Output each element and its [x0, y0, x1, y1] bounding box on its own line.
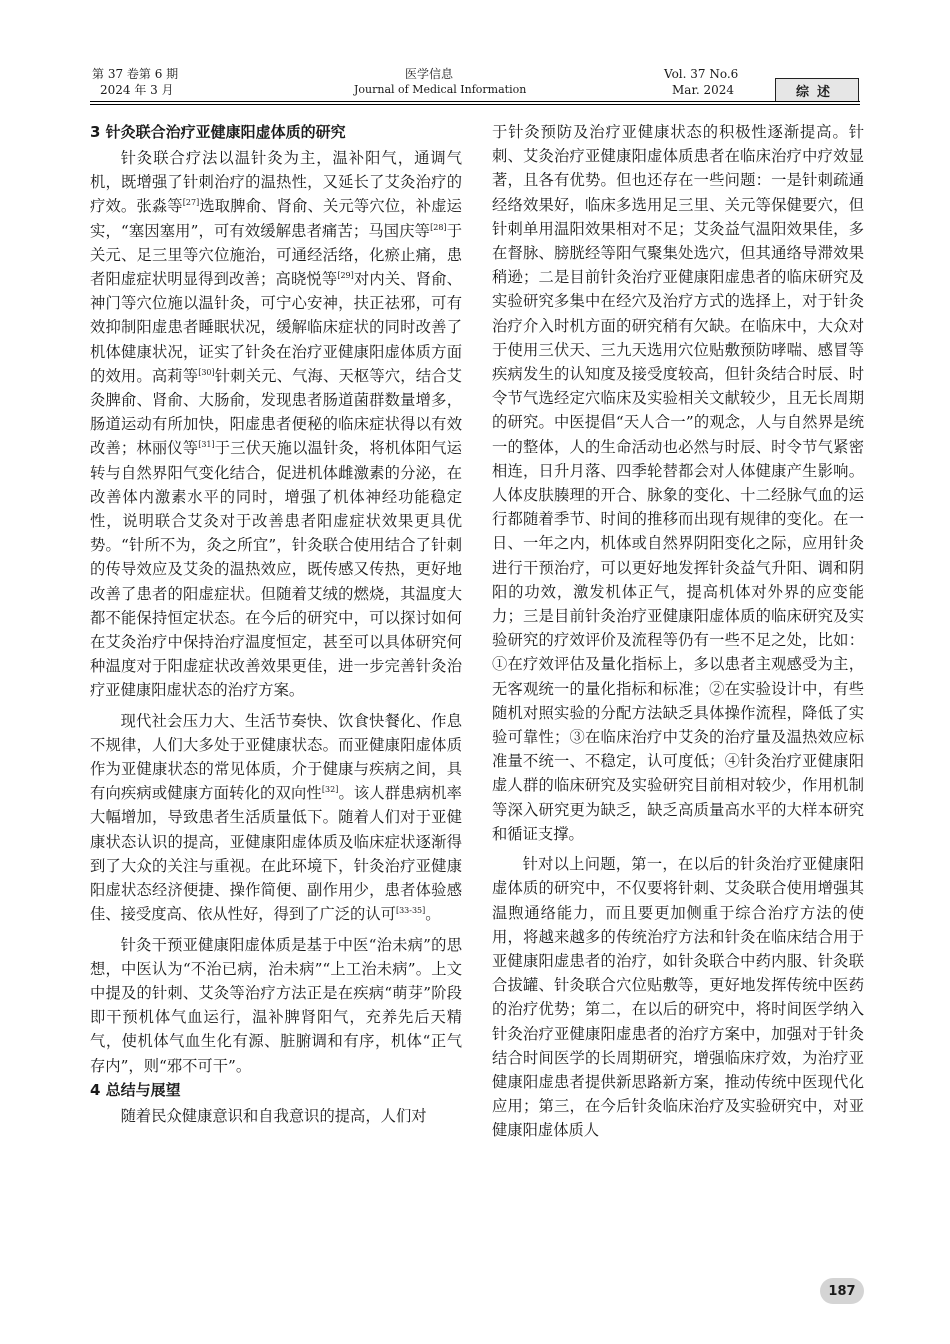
paragraph: 针灸联合疗法以温针灸为主，温补阳气，通调气机，既增强了针刺治疗的温热性，又延长了艾灸治疗的疗效。张淼等[27]选取脾俞、肾俞、关元等穴位，补虚运实，“塞因塞用”，可有效缓解患者痛苦；马国庆等[28]于关元、足三里等穴位施治，可通经活络，化瘀止痛，患者阳虚症状明显得到改善；高晓悦等[29]对内关、肾俞、神门等穴位施以温针灸，可宁心安神，扶正祛邪，可有效抑制阳虚患者睡眠状况，缓解临床症状的同时改善了机体健康状况，证实了针灸在治疗亚健康阳虚体质方面的效用。高莉等[30]针刺关元、气海、天枢等穴，结合艾灸脾俞、肾俞、大肠俞，发现患者肠道菌群数量增多，肠道运动有所加快，阳虚患者便秘的临床症状得以有效改善；林丽仪等[31]于三伏天施以温针灸，将机体阳气运转与自然界阳气变化结合，促进机体雌激素的分泌，在改善体内激素水平的同时，增强了机体神经功能稳定性，说明联合艾灸对于改善患者阳虚症状效果更具优势。“针所不为，灸之所宜”，针灸联合使用结合了针刺的传导效应及艾灸的温热效应，既传感又传热，更好地改善了患者的阳虚症状。但随着艾绒的燃烧，其温度大都不能保持恒定状态。在今后的研究中，可以探讨如何在艾灸治疗中保持治疗温度恒定，甚至可以具体研究何种温度对于阳虚症状改善效果更佳，进一步完善针灸治疗亚健康阳虚状态的治疗方案。: [90, 149, 462, 700]
volume-en: Vol. 37 No.6: [664, 67, 739, 81]
citation: [32]: [321, 785, 339, 795]
section-3-heading: 3 针灸联合治疗亚健康阳虚体质的研究: [90, 123, 346, 141]
left-column: [90, 120, 462, 1128]
paragraph: 随着民众健康意识和自我意识的提高，人们对: [120, 1106, 427, 1125]
header-rule-thin: [90, 104, 860, 105]
page-header: [0, 0, 950, 110]
page-number: 187: [820, 1278, 864, 1304]
volume-cn: 第 37 卷第 6 期: [92, 67, 179, 81]
date-cn: 2024 年 3 月: [100, 83, 174, 97]
header-rule: [90, 101, 860, 102]
section-badge: 综述: [775, 78, 859, 102]
citation: [29]: [337, 270, 354, 280]
section-4-heading: 4 总结与展望: [90, 1080, 181, 1099]
journal-en: Journal of Medical Information: [354, 83, 527, 96]
citation: [27]: [182, 198, 200, 208]
citation: [33-35]: [395, 906, 426, 916]
date-en: Mar. 2024: [672, 83, 735, 97]
citation: [31]: [198, 440, 215, 450]
paragraph: 于针灸预防及治疗亚健康状态的积极性逐渐提高。针刺、艾灸治疗亚健康阳虚体质患者在临床治疗中疗效显著，且各有优势。但也还存在一些问题：一是针刺疏通经络效果好，临床多选用足三里、关元等保健要穴，但针刺单用温阳效果相对不足；艾灸益气温阳效果佳，多在督脉、膀胱经等阳气聚集处选穴，但其通络导滞效果稍逊；二是目前针灸治疗亚健康阳虚患者的临床研究及实验研究多集中在经穴及治疗方式的选择上，对于针灸治疗介入时机方面的研究稍有欠缺。在临床中，大众对于使用三伏天、三九天选用穴位贴敷预防哮喘、感冒等疾病发生的认知度及接受度较高，但针灸结合时辰、时令节气选经定穴临床及实验相关文献较少，且无长周期的研究。中医提倡“天人合一”的观念，人与自然界是统一的整体，人的生命活动也必然与时辰、时令节气紧密相连，日升月落、四季轮替都会对人体健康产生影响。人体皮肤腠理的开合、脉象的变化、十二经脉气血的运行都随着季节、时间的推移而出现有规律的变化。在一日、一年之内，机体或自然界阴阳变化之际，应用针灸进行干预治疗，可以更好地发挥针灸益气升阳、调和阴阳的功效，激发机体正气，提高机体对外界的应变能力；三是目前针灸治疗亚健康阳虚体质的临床研究及实验研究的疗效评价及流程等仍有一些不足之处，比如：①在疗效评估及量化指标上，多以患者主观感受为主，无客观统一的量化指标和标准；②在实验设计中，有些随机对照实验的分配方法缺乏具体操作流程，降低了实验可靠性；③在临床治疗中艾灸的治疗量及温热效应标准量不统一、不稳定，认可度低；④针灸治疗亚健康阳虚人群的临床研究及实验研究目前相对较少，作用机制等深入研究更为缺乏，缺乏高质量高水平的大样本研究和循证支撑。: [492, 123, 864, 843]
paragraph: 针对以上问题，第一，在以后的针灸治疗亚健康阳虚体质的研究中，不仅要将针刺、艾灸联合使用增强其温煦通络能力，而且要更加侧重于综合治疗方法的使用，将越来越多的传统治疗方法和针灸在临床结合用于亚健康阳虚患者的治疗，如针灸联合中药内服、针灸联合拔罐、针灸联合穴位贴敷等，更好地发挥传统中医药的治疗优势；第二，在以后的研究中，将时间医学纳入针灸治疗亚健康阳虚患者的治疗方案中，加强对于针灸结合时间医学的长周期研究，增强临床疗效，为治疗亚健康阳虚患者提供新思路新方案，推动传统中医现代化应用；第三，在今后针灸临床治疗及实验研究中，对亚健康阳虚体质人: [492, 855, 864, 1140]
right-column: [492, 120, 864, 1143]
paragraph: 针灸干预亚健康阳虚体质是基于中医“治未病”的思想，中医认为“不治已病，治未病”“上工治未病”。上文中提及的针刺、艾灸等治疗方法正是在疾病“萌芽”阶段即干预机体气血运行，温补脾肾阳气，充养先后天精气，使机体气血生化有源、脏腑调和有序，机体“正气存内”，则“邪不可干”。: [90, 935, 462, 1075]
citation: [30]: [198, 367, 215, 377]
paragraph: 现代社会压力大、生活节奏快、饮食快餐化、作息不规律，人们大多处于亚健康状态。而亚健康阳虚体质作为亚健康状态的常见体质，介于健康与疾病之间，具有向疾病或健康方面转化的双向性[32]。该人群患病机率大幅增加，导致患者生活质量低下。随着人们对于亚健康状态认识的提高，亚健康阳虚体质及临床症状逐渐得到了大众的关注与重视。在此环境下，针灸治疗亚健康阳虚状态经济便捷、操作简便、副作用少，患者体验感佳、接受度高、依从性好，得到了广泛的认可[33-35]。: [90, 711, 462, 924]
journal-cn: 医学信息: [405, 67, 454, 81]
citation: [28]: [430, 222, 447, 232]
